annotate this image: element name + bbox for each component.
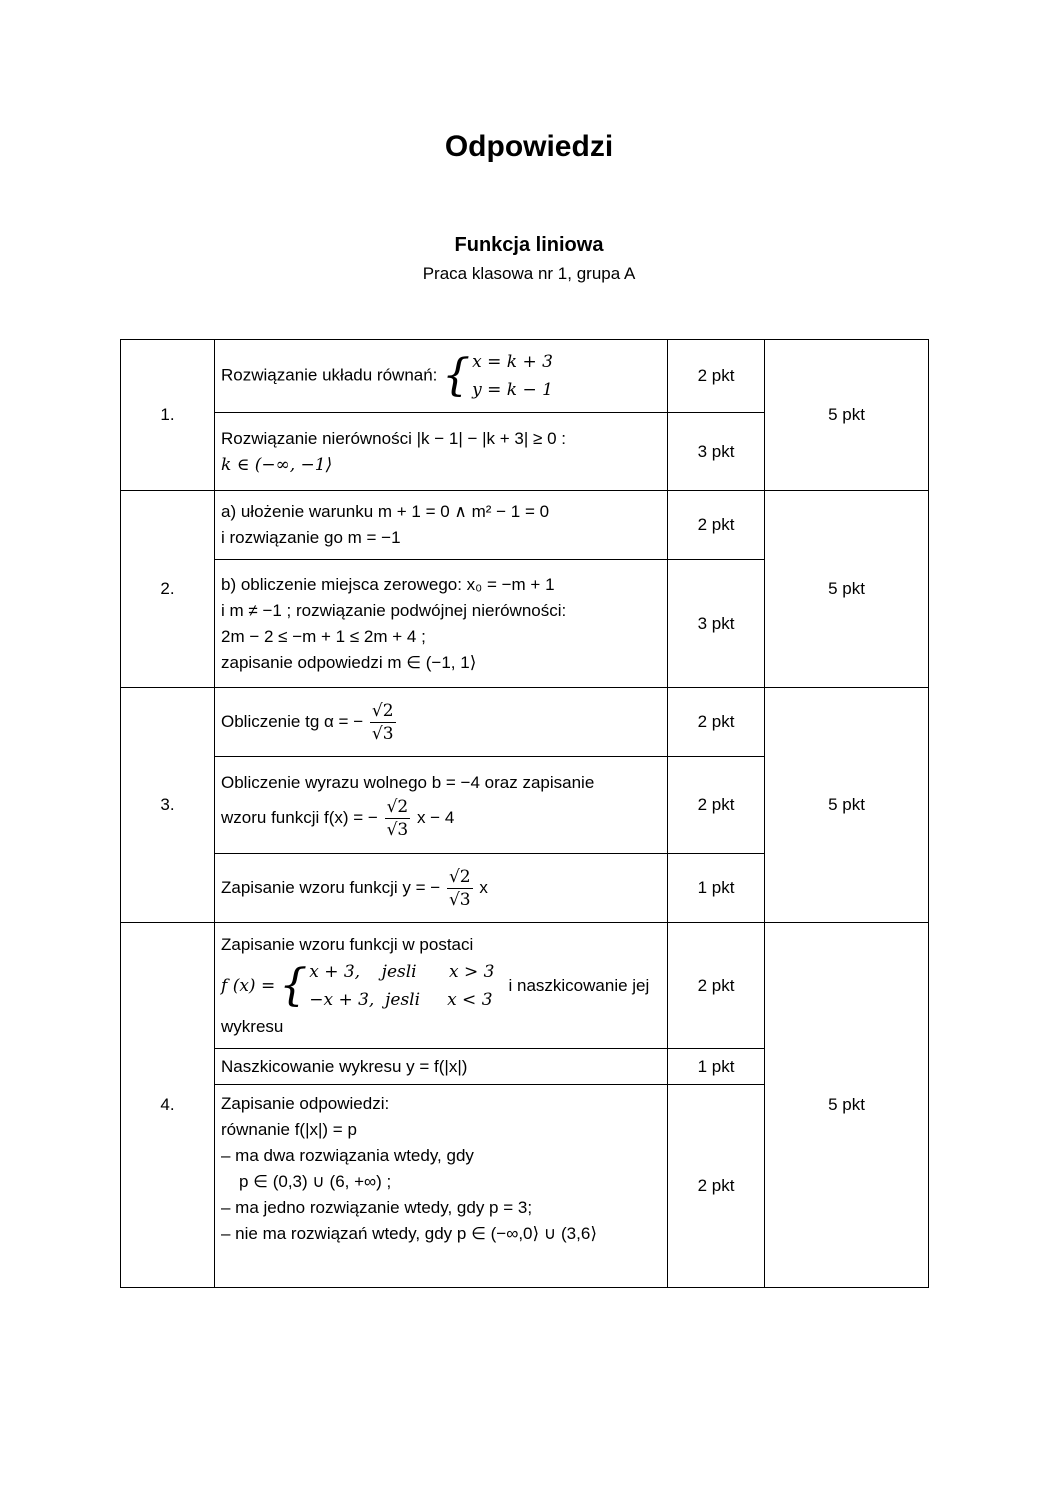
equation-system — [442, 348, 553, 404]
step-line: – nie ma rozwiązań wtedy, gdy p ∈ (−∞,0⟩ ∪ (3,6⟩ — [221, 1224, 597, 1243]
step-line: Obliczenie wyrazu wolnego b = −4 oraz zapisanie — [221, 772, 595, 792]
step-line: b) obliczenie miejsca zerowego: x₀ = −m + 1 — [221, 574, 555, 594]
step-line: Naszkicowanie wykresu y = f(|x|) — [221, 1056, 468, 1076]
step-points: 2 pkt — [668, 340, 765, 413]
brace-icon: { — [442, 350, 471, 401]
numerator: √2 — [371, 700, 394, 721]
denominator: √3 — [448, 889, 471, 910]
task-number: 3. — [121, 688, 215, 923]
task-step — [215, 688, 668, 757]
table-row — [121, 923, 929, 1049]
task-step — [215, 923, 668, 1049]
fraction — [447, 866, 473, 911]
task-step — [215, 1085, 668, 1288]
task-total: 5 pkt — [765, 923, 929, 1288]
equation-line: y = k − 1 — [472, 380, 553, 400]
section-subtitle: Praca klasowa nr 1, grupa A — [422, 264, 636, 283]
step-line: Rozwiązanie nierówności |k − 1| − |k + 3| ≥ 0 : — [221, 428, 566, 448]
task-step — [215, 854, 668, 923]
step-text: i naszkicowanie jej — [508, 975, 650, 995]
piecewise-definition — [279, 958, 494, 1014]
task-step — [215, 340, 668, 413]
task-step — [215, 1049, 668, 1085]
task-step — [215, 757, 668, 854]
step-line: równanie f(|x|) = p — [221, 1120, 357, 1139]
step-points: 3 pkt — [668, 560, 765, 688]
task-number: 4. — [121, 923, 215, 1288]
step-text: x — [479, 877, 488, 897]
denominator: √3 — [386, 819, 409, 840]
step-line: i rozwiązanie go m = −1 — [221, 528, 401, 547]
brace-icon: { — [279, 959, 308, 1011]
step-points: 1 pkt — [668, 854, 765, 923]
fraction — [385, 796, 411, 841]
numerator: √2 — [448, 866, 471, 887]
task-total: 5 pkt — [765, 340, 929, 491]
step-points: 2 pkt — [668, 1085, 765, 1288]
task-step — [215, 560, 668, 688]
step-points: 2 pkt — [668, 757, 765, 854]
task-total: 5 pkt — [765, 688, 929, 923]
step-text: Rozwiązanie układu równań: — [221, 365, 438, 385]
step-line: a) ułożenie warunku m + 1 = 0 ∧ m² − 1 = 0 — [221, 502, 550, 521]
step-line: Zapisanie wzoru funkcji w postaci — [221, 934, 474, 954]
step-line: 2m − 2 ≤ −m + 1 ≤ 2m + 4 ; — [221, 626, 426, 646]
task-total: 5 pkt — [765, 491, 929, 688]
step-points: 1 pkt — [668, 1049, 765, 1085]
step-points: 2 pkt — [668, 688, 765, 757]
piece-line: x + 3, jesli x > 3 — [309, 961, 495, 982]
task-number: 1. — [121, 340, 215, 491]
fraction — [370, 700, 396, 745]
step-line: zapisanie odpowiedzi m ∈ (−1, 1⟩ — [221, 652, 477, 672]
table-row — [121, 340, 929, 413]
table-row — [121, 688, 929, 757]
table-row — [121, 491, 929, 560]
task-step — [215, 491, 668, 560]
task-number: 2. — [121, 491, 215, 688]
step-line: i m ≠ −1 ; rozwiązanie podwójnej nierówności: — [221, 600, 567, 620]
step-line: – ma jedno rozwiązanie wtedy, gdy p = 3; — [221, 1198, 533, 1217]
step-points: 2 pkt — [668, 491, 765, 560]
task-step — [215, 413, 668, 491]
step-text: Zapisanie wzoru funkcji y = − — [221, 877, 441, 897]
section-title: Funkcja liniowa — [454, 234, 604, 256]
step-line: – ma dwa rozwiązania wtedy, gdy — [221, 1146, 474, 1165]
step-text: Obliczenie tg α = − — [221, 711, 364, 731]
page-title: Odpowiedzi — [444, 130, 614, 163]
step-points: 2 pkt — [668, 923, 765, 1049]
function-label: f (x) = — [221, 975, 276, 996]
step-line: Zapisanie odpowiedzi: — [221, 1094, 390, 1113]
denominator: √3 — [371, 723, 394, 744]
equation-line: x = k + 3 — [472, 352, 553, 372]
answers-table — [120, 339, 929, 1288]
step-line: p ∈ (0,3) ∪ (6, +∞) ; — [239, 1172, 392, 1191]
step-line: wykresu — [221, 1016, 284, 1036]
step-text: wzoru funkcji f(x) = − — [221, 807, 378, 827]
step-points: 3 pkt — [668, 413, 765, 491]
piece-line: −x + 3, jesli x < 3 — [309, 989, 493, 1010]
step-text: x − 4 — [416, 807, 455, 827]
step-line: k ∈ (−∞, −1⟩ — [221, 454, 333, 475]
numerator: √2 — [386, 796, 409, 817]
